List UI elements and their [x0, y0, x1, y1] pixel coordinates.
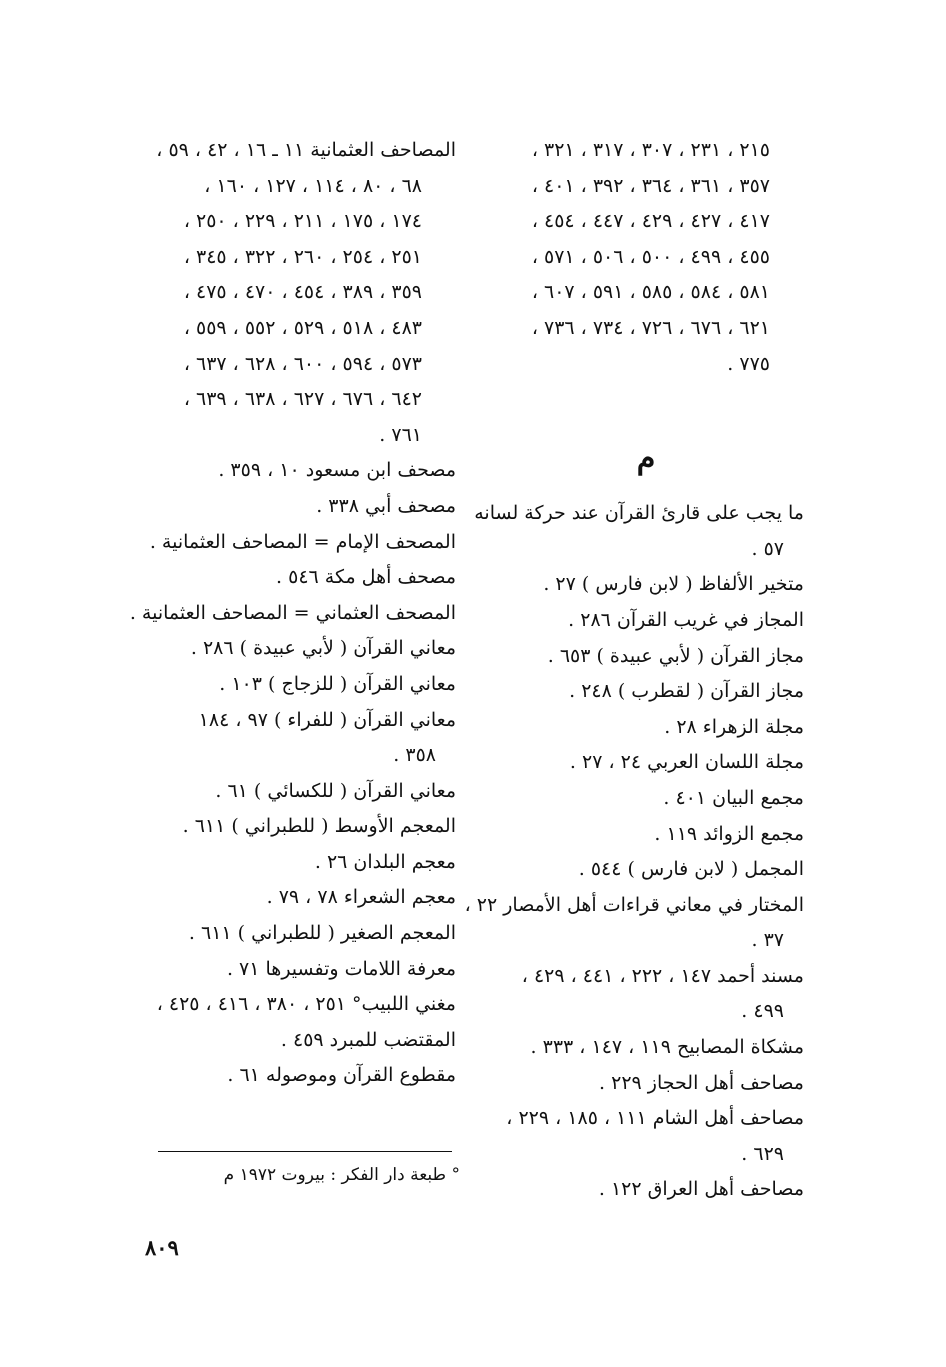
index-entry: مجلة الزهراء ٢٨ . — [664, 715, 804, 738]
index-line: ٦٨ ، ٨٠ ، ١١٤ ، ١٢٧ ، ١٦٠ ، — [204, 174, 422, 197]
index-entry: معاني القرآن ( للزجاج ) ١٠٣ . — [219, 672, 456, 695]
index-line: ٧٦١ . — [379, 423, 422, 446]
index-entry: مجلة اللسان العربي ٢٤ ، ٢٧ . — [569, 751, 804, 774]
index-continued-line: ٣٥٧ ، ٣٦١ ، ٣٦٤ ، ٣٩٢ ، ٤٠١ ، — [531, 174, 770, 197]
index-entry: المجاز في غريب القرآن ٢٨٦ . — [568, 608, 804, 631]
index-entry: معجم البلدان ٢٦ . — [314, 850, 456, 873]
index-line: ٣٥٨ . — [393, 744, 436, 767]
index-entry: مصاحف أهل الحجاز ٢٢٩ . — [599, 1071, 804, 1094]
index-entry: مجمع الزوائد ١١٩ . — [654, 822, 804, 845]
index-line: ٦٢٩ . — [741, 1142, 784, 1165]
index-entry: المعجم الأوسط ( للطبراني ) ٦١١ . — [182, 815, 456, 838]
page-number: ٨٠٩ — [145, 1235, 179, 1260]
index-entry: مجاز القرآن ( لأبي عبيدة ) ٦٥٣ . — [547, 644, 804, 667]
index-entry: مسند أحمد ١٤٧ ، ٢٢٢ ، ٤٤١ ، ٤٢٩ ، — [521, 964, 804, 987]
index-entry: معاني القرآن ( للكسائي ) ٦١ . — [215, 779, 456, 802]
index-entry: المقتضب للمبرد ٤٥٩ . — [280, 1028, 456, 1051]
index-entry: المصحف العثماني = المصاحف العثمانية . — [129, 601, 456, 624]
index-line: ٤٨٣ ، ٥١٨ ، ٥٢٩ ، ٥٥٢ ، ٥٥٩ ، — [183, 316, 422, 339]
index-entry: مصحف ابن مسعود ١٠ ، ٣٥٩ . — [218, 459, 456, 482]
index-continued-line: ٤٥٥ ، ٤٩٩ ، ٥٠٠ ، ٥٠٦ ، ٥٧١ ، — [531, 245, 770, 268]
index-entry: مجاز القرآن ( لقطرب ) ٢٤٨ . — [569, 680, 804, 703]
index-entry: المصاحف العثمانية ١١ ـ ١٦ ، ٤٢ ، ٥٩ ، — [156, 139, 456, 161]
index-line: ٤٩٩ . — [741, 1000, 784, 1023]
index-entry: ما يجب على قارئ القرآن عند حركة لسانه — [474, 502, 804, 525]
index-entry: مصاحف أهل الشام ١١١ ، ١٨٥ ، ٢٢٩ ، — [506, 1107, 804, 1130]
index-entry: مصحف أهل مكة ٥٤٦ . — [276, 566, 456, 589]
index-entry: المعجم الصغير ( للطبراني ) ٦١١ . — [188, 922, 456, 945]
index-line: ٦٤٢ ، ٦٧٦ ، ٦٢٧ ، ٦٣٨ ، ٦٣٩ ، — [183, 388, 422, 411]
index-entry: مغني اللبيب° ٢٥١ ، ٣٨٠ ، ٤١٦ ، ٤٢٥ ، — [156, 993, 456, 1016]
index-line: ٣٧ . — [751, 929, 784, 952]
index-entry: مشكاة المصابيح ١١٩ ، ١٤٧ ، ٣٣٣ . — [530, 1036, 804, 1059]
index-entry: المجمل ( لابن فارس ) ٥٤٤ . — [578, 858, 804, 881]
index-entry: مصاحف أهل العراق ١٢٢ . — [598, 1178, 804, 1201]
index-column-right — [464, 133, 804, 1208]
index-line: ٥٧٣ ، ٥٩٤ ، ٦٠٠ ، ٦٢٨ ، ٦٣٧ ، — [183, 352, 422, 375]
index-entry: معرفة اللامات وتفسيرها ٧١ . — [226, 957, 456, 980]
letter-mim-entries — [464, 496, 804, 1208]
index-continued-line: ٢١٥ ، ٢٣١ ، ٣٠٧ ، ٣١٧ ، ٣٢١ ، — [531, 139, 770, 161]
index-entry: مقطوع القرآن وموصوله ٦١ . — [227, 1064, 456, 1087]
index-line: ٣٥٩ ، ٣٨٩ ، ٤٥٤ ، ٤٧٠ ، ٤٧٥ ، — [183, 281, 422, 304]
index-entry: مجمع البيان ٤٠١ . — [663, 786, 804, 809]
footnote: ° طبعة دار الفكر : بيروت ١٩٧٢ م — [223, 1165, 460, 1185]
index-line: ٥٧ . — [751, 537, 784, 560]
index-continued-line: ٦٢١ ، ٦٧٦ ، ٧٢٦ ، ٧٣٤ ، ٧٣٦ ، — [531, 316, 770, 339]
index-entry: المصحف الإمام = المصاحف العثمانية . — [149, 530, 456, 553]
index-entry: المختار في معاني قراءات أهل الأمصار ٢٢ ، — [464, 893, 804, 916]
index-entry: متخير الألفاظ ( لابن فارس ) ٢٧ . — [543, 573, 804, 596]
index-continued-line: ٧٧٥ . — [727, 352, 770, 375]
index-column-left — [129, 133, 456, 1094]
index-entry: مصحف أبي ٣٣٨ . — [316, 494, 456, 517]
index-line: ١٧٤ ، ١٧٥ ، ٢١١ ، ٢٢٩ ، ٢٥٠ ، — [183, 210, 422, 233]
section-letter-heading: م — [636, 441, 656, 477]
index-continued-line: ٥٨١ ، ٥٨٤ ، ٥٨٥ ، ٥٩١ ، ٦٠٧ ، — [531, 281, 770, 304]
index-entry: معاني القرآن ( للفراء ) ٩٧ ، ١٨٤ — [198, 708, 456, 731]
index-entry: معجم الشعراء ٧٨ ، ٧٩ . — [266, 886, 456, 909]
index-entry: معاني القرآن ( لأبي عبيدة ) ٢٨٦ . — [190, 637, 456, 660]
continued-entry-block — [488, 133, 804, 382]
index-line: ٢٥١ ، ٢٥٤ ، ٢٦٠ ، ٣٢٢ ، ٣٤٥ ، — [183, 245, 422, 268]
index-continued-line: ٤١٧ ، ٤٢٧ ، ٤٢٩ ، ٤٤٧ ، ٤٥٤ ، — [531, 210, 770, 233]
footnote-separator — [158, 1151, 452, 1152]
